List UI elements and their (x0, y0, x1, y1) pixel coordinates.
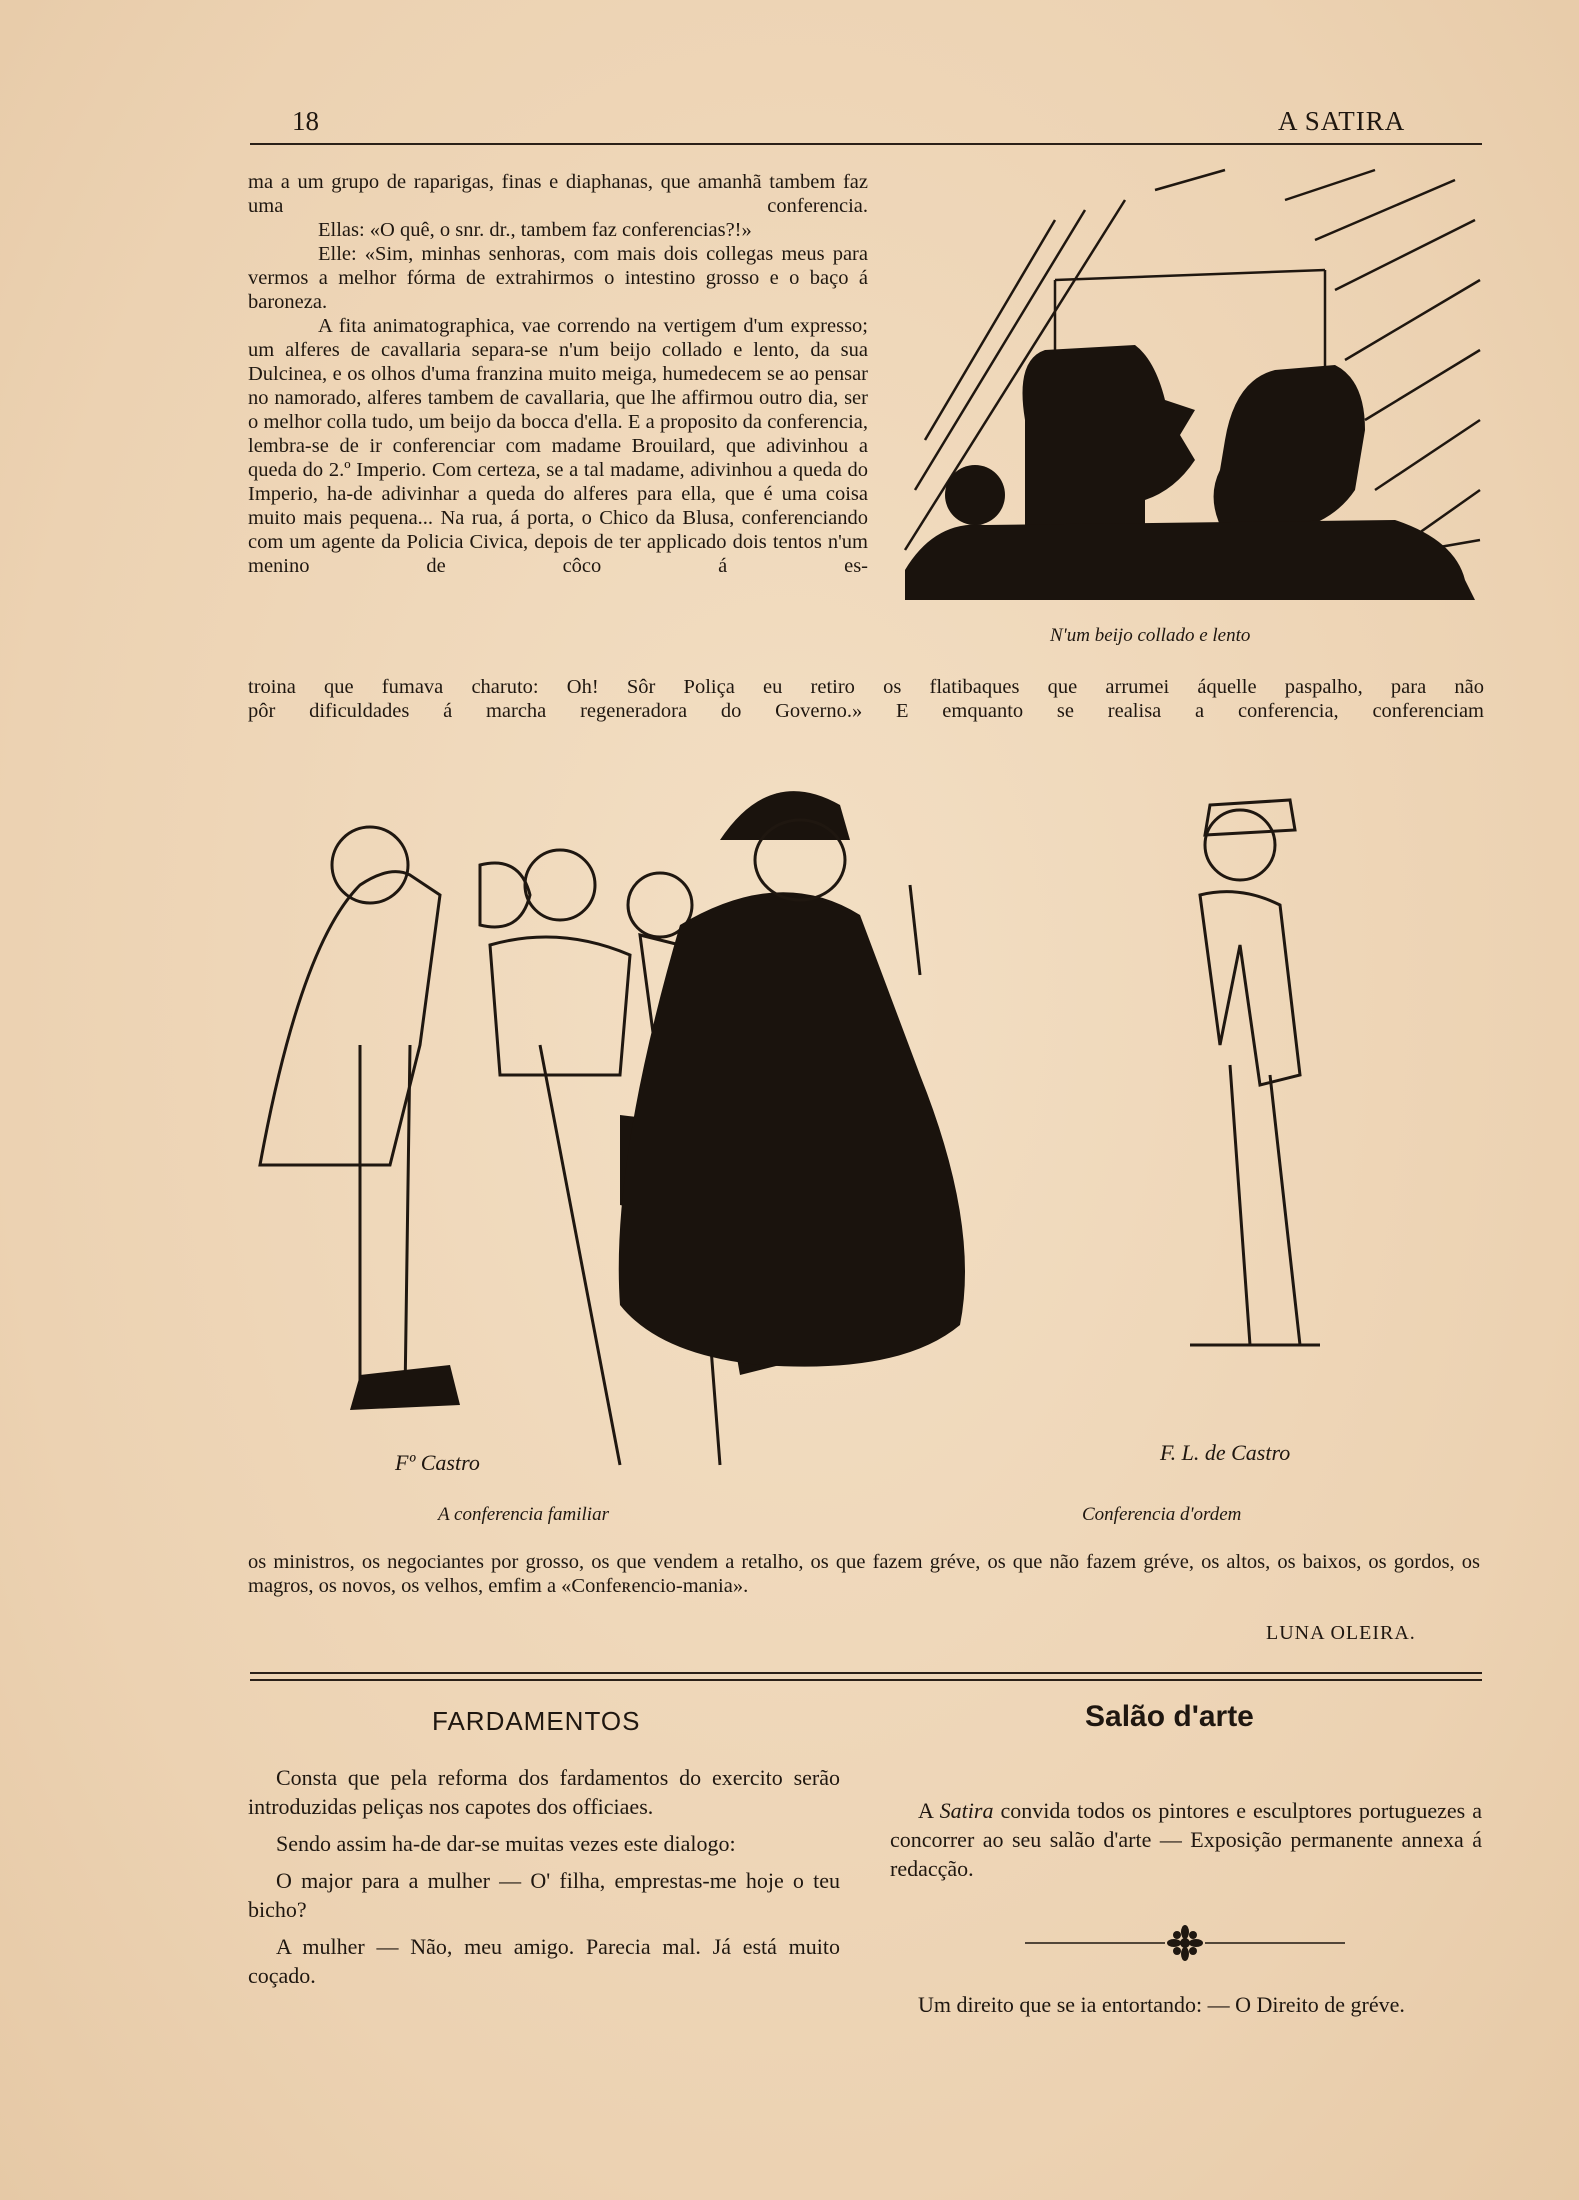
article-paragraph: Elle: «Sim, minhas senhoras, com mais dois collegas meus para vermos a melhor fórma de extrahirmos o intestino grosso e o baço á baroneza. (248, 243, 868, 313)
fardamentos-body (248, 1763, 840, 1998)
magazine-title: A SATIRA (1278, 106, 1406, 136)
page-number: 18 (292, 106, 319, 136)
conference-illustrations (240, 745, 1500, 1490)
fardamentos-paragraph: A mulher — Não, meu amigo. Parecia mal. Já está muito coçado. (248, 1934, 840, 1988)
salao-paragraph-2: Um direito que se ia entortando: — O Direito de gréve. (918, 1992, 1405, 2017)
fardamentos-paragraph: Consta que pela reforma dos fardamentos do exercito serão introduzidas peliças nos capotes dos officiaes. (248, 1765, 840, 1819)
fardamentos-paragraph: O major para a mulher — O' filha, emprestas-me hoje o teu bicho? (248, 1868, 840, 1922)
article-paragraph: A fita animatographica, vae correndo na vertigem d'um expresso; um alferes de cavallaria separa-se n'um beijo collado e lento, da sua Dulcinea, e os olhos d'uma franzina muito meiga, humedecem se ao pensar no namorado, alferes tambem de cavallaria, que lhe affirmou outro dia, ser o melhor colla tudo, um beijo da bocca d'ella. E a proposito da conferencia, lembra-se de ir conferenciar com madame Brouilard, que adivinhou a queda do 2.º Imperio. Com certeza, se a tal madame, adivinhou a queda do Imperio, ha-de adivinhar a queda do alferes para ella, que é uma coisa muito mais pequena... Na rua, á porta, o Chico da Blusa, conferenciando com um agente da Policia Civica, depois de ter applicado dois tentos n'um menino de côco á es- (248, 315, 868, 577)
salao-body (890, 1796, 1482, 1891)
kiss-silhouette-illustration (895, 160, 1485, 620)
caption-familiar: A conferencia familiar (438, 1504, 609, 1525)
fardamentos-title: FARDAMENTOS (432, 1706, 641, 1736)
ordem-policeman (619, 791, 965, 1367)
article-closing (248, 1550, 1480, 1598)
salao-body-2 (890, 1990, 1482, 2027)
caption-ordem: Conferencia d'ordem (1082, 1504, 1242, 1525)
caption-kiss: N'um beijo collado e lento (1050, 625, 1251, 646)
section-divider-bottom (250, 1679, 1482, 1681)
salao-title: Salão d'arte (1085, 1700, 1254, 1733)
artist-signature-right: F. L. de Castro (1160, 1440, 1291, 1465)
artist-signature-left: Fº Castro (395, 1450, 480, 1475)
article-paragraph: Ellas: «O quê, o snr. dr., tambem faz conferencias?!» (318, 219, 752, 241)
header-rule (250, 143, 1482, 145)
article-line: pôr dificuldades á marcha regeneradora do Governo.» E emquanto se realisa a conferencia, conferenciam (248, 700, 1484, 722)
article-paragraph: ma a um grupo de raparigas, finas e diaphanas, que amanhã tambem faz uma conferencia. (248, 171, 868, 217)
article-top-column (248, 170, 868, 578)
salao-text-post: convida todos os pintores e esculptores portuguezes a concorrer ao seu salão d'arte — Exposição permanente annexa á redacção. (890, 1798, 1482, 1881)
flower-ornament-icon (1025, 1925, 1345, 1961)
article-line: troina que fumava charuto: Oh! Sôr Poliça eu retiro os flatibaques que arrumei áquelle paspalho, para não (248, 676, 1484, 698)
salao-text-italic: Satira (939, 1798, 994, 1823)
salao-text-pre: A (918, 1798, 940, 1823)
salao-paragraph (890, 1796, 1482, 1883)
article-full-width (248, 675, 1484, 723)
section-divider-top (250, 1672, 1482, 1674)
fardamentos-paragraph: Sendo assim ha-de dar-se muitas vezes este dialogo: (276, 1831, 736, 1856)
article-closing-paragraph: os ministros, os negociantes por grosso, os que vendem a retalho, os que fazem gréve, os que não fazem gréve, os altos, os baixos, os gordos, os magros, os novos, os velhos, emfim a «Confeʀencio-mania». (248, 1551, 1480, 1597)
author-signature: LUNA OLEIRA. (1266, 1622, 1416, 1644)
